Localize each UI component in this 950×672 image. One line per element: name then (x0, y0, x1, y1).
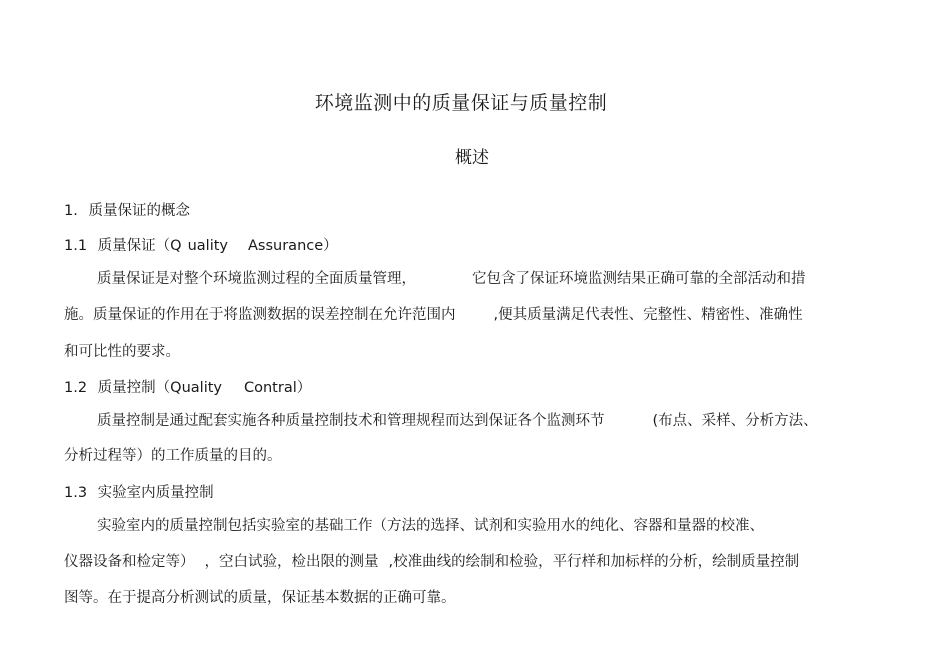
paragraph-1-1-line-1a: 质量保证是对整个环境监测过程的全面质量管理， (97, 271, 416, 287)
paragraph-1-1-line-1b: 它包含了保证环境监测结果正确可靠的全部活动和措 (472, 271, 806, 287)
paragraph-1-3-line-2b: ，空白试验，检出限的测量 (204, 554, 379, 570)
subsection-1-1-title-cn: 质量保证（Q (97, 238, 182, 254)
paragraph-1-2-line-1b: (布点、采样、分析方法、 (652, 413, 818, 429)
paragraph-1-3-line-2 (64, 550, 799, 571)
subsection-1-1-heading (64, 234, 338, 255)
subsection-1-1-title-en2: Assurance） (248, 238, 338, 254)
paragraph-1-1-line-1 (97, 267, 806, 288)
paragraph-1-1-line-2a: 施。质量保证的作用在于将监测数据的误差控制在允许范围内 (64, 307, 456, 323)
paragraph-1-2-line-2: 分析过程等）的工作质量的目的。 (64, 448, 282, 464)
section-1-title: 质量保证的概念 (88, 203, 190, 219)
paragraph-1-1-line-2b: ,便其质量满足代表性、完整性、精密性、准确性 (493, 307, 803, 323)
section-1-number: 1. (64, 203, 78, 219)
paragraph-1-3-line-1: 实验室内的质量控制包括实验室的基础工作（方法的选择、试剂和实验用水的纯化、容器和量器的校准、 (97, 518, 764, 534)
paragraph-1-3-line-3: 图等。在于提高分析测试的质量，保证基本数据的正确可靠。 (64, 590, 456, 606)
paragraph-1-1-line-2 (64, 303, 803, 324)
document-subtitle: 概述 (455, 148, 489, 168)
paragraph-1-1-line-3: 和可比性的要求。 (64, 344, 180, 360)
subsection-1-2-heading (64, 376, 311, 397)
paragraph-1-2-line-1 (97, 409, 818, 430)
subsection-1-2-title-en2: Contral） (244, 380, 312, 396)
subsection-1-3-number: 1.3 (64, 485, 88, 501)
document-title: 环境监测中的质量保证与质量控制 (314, 92, 608, 114)
paragraph-1-2-line-1a: 质量控制是通过配套实施各种质量控制技术和管理规程而达到保证各个监测环节 (97, 413, 605, 429)
section-1-heading (64, 199, 190, 220)
subsection-1-3-title: 实验室内质量控制 (97, 485, 214, 501)
paragraph-1-3-line-2c: ,校准曲线的绘制和检验，平行样和加标样的分析，绘制质量控制 (388, 554, 800, 570)
subsection-1-2-title-cn: 质量控制（Q (97, 380, 182, 396)
subsection-1-2-title-en1: uality (181, 380, 222, 396)
subsection-1-1-title-en1: uality (187, 238, 228, 254)
subsection-1-3-heading (64, 481, 214, 502)
paragraph-1-3-line-2a: 仪器设备和检定等） (64, 554, 195, 570)
subsection-1-1-number: 1.1 (64, 238, 88, 254)
subsection-1-2-number: 1.2 (64, 380, 88, 396)
